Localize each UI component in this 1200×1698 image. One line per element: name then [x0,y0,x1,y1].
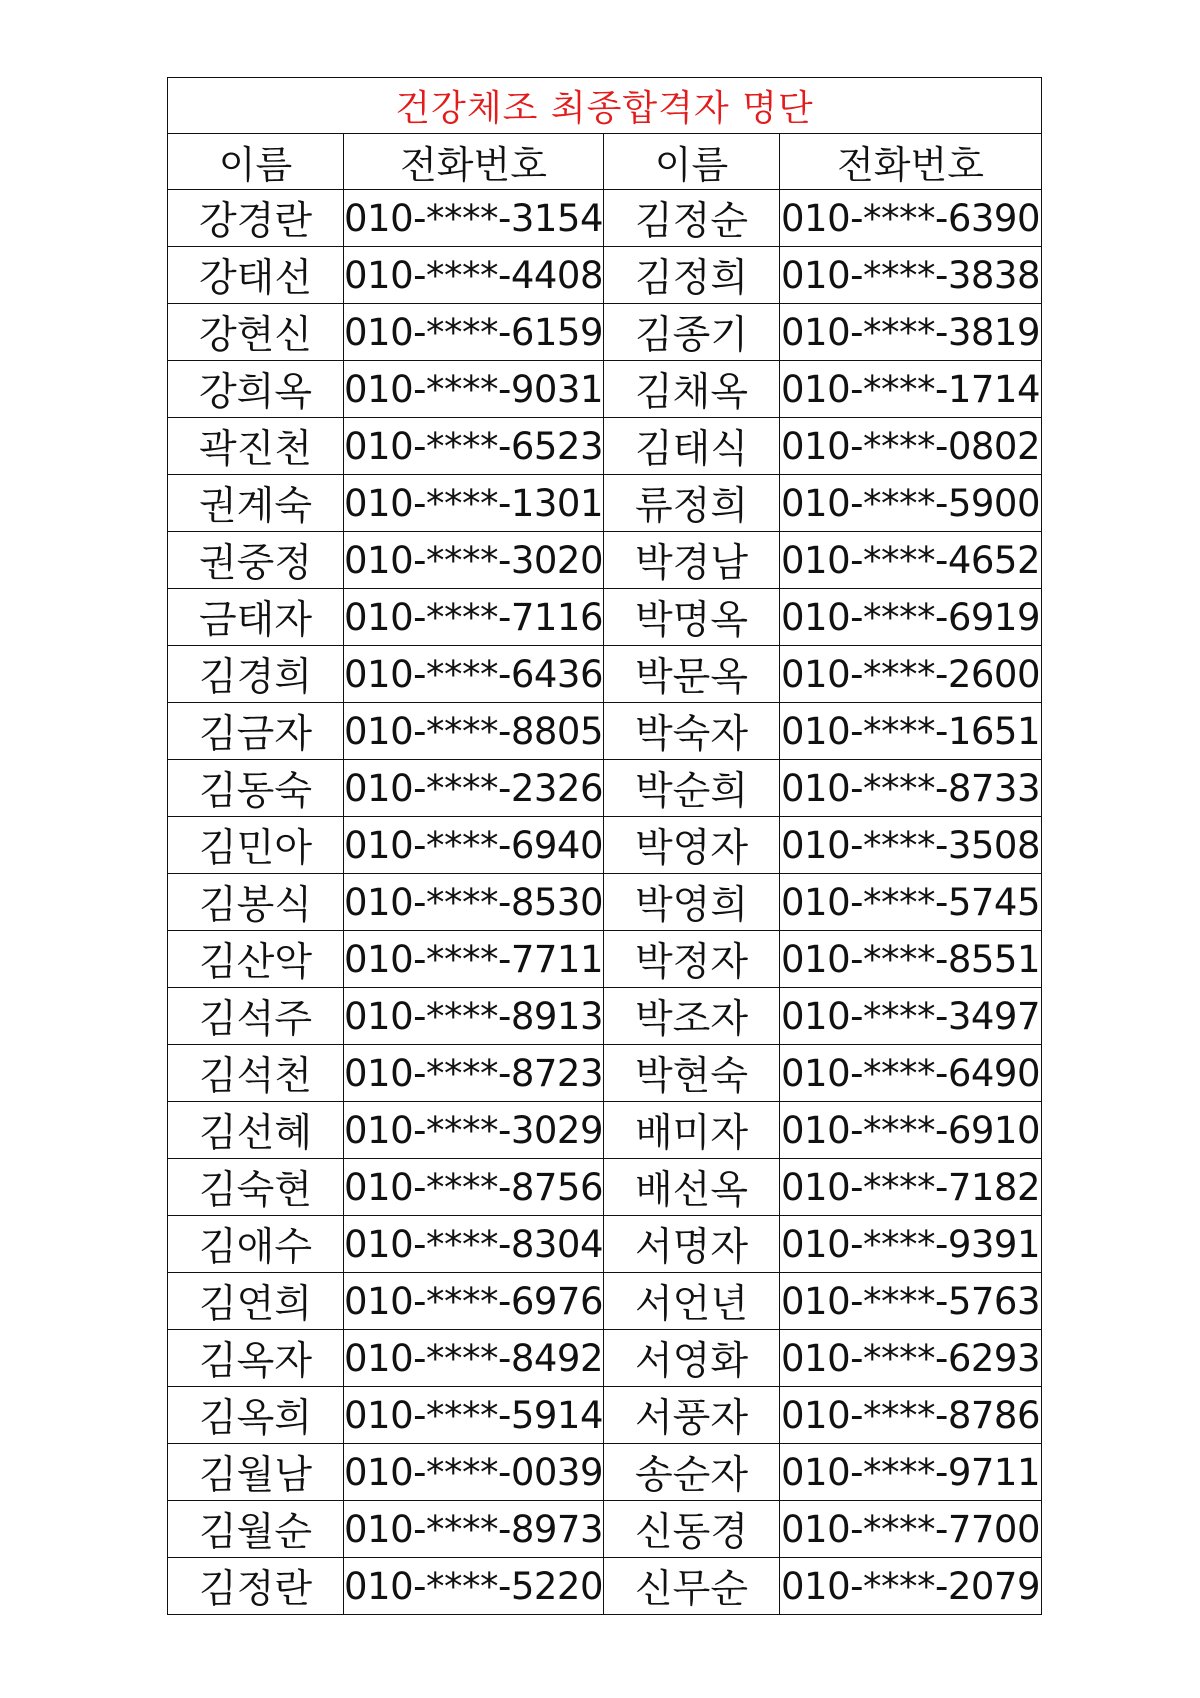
name-cell-right: 송순자 [604,1444,780,1501]
name-cell-right: 박영자 [604,817,780,874]
name-cell-left: 곽진천 [168,418,344,475]
phone-cell-right: 010-****-9711 [780,1444,1042,1501]
header-phone-1: 전화번호 [344,134,604,190]
name-cell-left: 김연희 [168,1273,344,1330]
name-cell-right: 서언년 [604,1273,780,1330]
table-row [168,1330,1042,1387]
phone-cell-right: 010-****-9391 [780,1216,1042,1273]
phone-cell-right: 010-****-7700 [780,1501,1042,1558]
header-name-1: 이름 [168,134,344,190]
name-cell-right: 배미자 [604,1102,780,1159]
table-body [168,78,1042,1615]
phone-cell-left: 010-****-8723 [344,1045,604,1102]
name-cell-right: 신무순 [604,1558,780,1615]
header-name-2: 이름 [604,134,780,190]
phone-cell-right: 010-****-1651 [780,703,1042,760]
phone-cell-left: 010-****-8530 [344,874,604,931]
name-cell-left: 김선혜 [168,1102,344,1159]
name-cell-right: 배선옥 [604,1159,780,1216]
phone-cell-left: 010-****-3154 [344,190,604,247]
name-cell-right: 신동경 [604,1501,780,1558]
phone-cell-right: 010-****-6490 [780,1045,1042,1102]
table-row [168,1273,1042,1330]
table-row [168,1216,1042,1273]
table-row [168,1159,1042,1216]
phone-cell-left: 010-****-8492 [344,1330,604,1387]
header-row [168,134,1042,190]
phone-cell-right: 010-****-8733 [780,760,1042,817]
phone-cell-right: 010-****-6293 [780,1330,1042,1387]
phone-cell-left: 010-****-3029 [344,1102,604,1159]
phone-cell-right: 010-****-2600 [780,646,1042,703]
phone-cell-left: 010-****-8805 [344,703,604,760]
name-cell-right: 박영희 [604,874,780,931]
phone-cell-right: 010-****-3819 [780,304,1042,361]
phone-cell-right: 010-****-5900 [780,475,1042,532]
phone-cell-left: 010-****-8973 [344,1501,604,1558]
name-cell-left: 김산악 [168,931,344,988]
phone-cell-left: 010-****-1301 [344,475,604,532]
phone-cell-left: 010-****-0039 [344,1444,604,1501]
table-row [168,418,1042,475]
phone-cell-right: 010-****-8551 [780,931,1042,988]
name-cell-left: 김경희 [168,646,344,703]
phone-cell-right: 010-****-3497 [780,988,1042,1045]
finalist-table [167,77,1042,1615]
phone-cell-left: 010-****-9031 [344,361,604,418]
phone-cell-left: 010-****-5220 [344,1558,604,1615]
table-row [168,1102,1042,1159]
name-cell-right: 서영화 [604,1330,780,1387]
name-cell-left: 김숙현 [168,1159,344,1216]
phone-cell-left: 010-****-4408 [344,247,604,304]
table-row [168,589,1042,646]
page-title: 건강체조 최종합격자 명단 [168,78,1042,134]
name-cell-left: 권중정 [168,532,344,589]
table-row [168,304,1042,361]
name-cell-left: 김석주 [168,988,344,1045]
phone-cell-right: 010-****-0802 [780,418,1042,475]
title-row [168,78,1042,134]
name-cell-right: 박순희 [604,760,780,817]
table-row [168,646,1042,703]
name-cell-left: 권계숙 [168,475,344,532]
phone-cell-right: 010-****-1714 [780,361,1042,418]
table-row [168,931,1042,988]
phone-cell-right: 010-****-8786 [780,1387,1042,1444]
table-row [168,475,1042,532]
name-cell-right: 서풍자 [604,1387,780,1444]
table-row [168,1045,1042,1102]
name-cell-left: 김봉식 [168,874,344,931]
name-cell-right: 류정희 [604,475,780,532]
name-cell-right: 박숙자 [604,703,780,760]
table-row [168,361,1042,418]
phone-cell-left: 010-****-5914 [344,1387,604,1444]
name-cell-right: 김정순 [604,190,780,247]
table-row [168,1558,1042,1615]
name-cell-right: 김태식 [604,418,780,475]
table-row [168,1444,1042,1501]
name-cell-left: 김민아 [168,817,344,874]
table-row [168,760,1042,817]
table-row [168,190,1042,247]
name-cell-left: 강태선 [168,247,344,304]
phone-cell-right: 010-****-6390 [780,190,1042,247]
name-cell-left: 김정란 [168,1558,344,1615]
name-cell-right: 박명옥 [604,589,780,646]
table-row [168,1387,1042,1444]
name-cell-right: 서명자 [604,1216,780,1273]
phone-cell-left: 010-****-6159 [344,304,604,361]
phone-cell-left: 010-****-7711 [344,931,604,988]
name-cell-right: 박현숙 [604,1045,780,1102]
name-cell-left: 김옥자 [168,1330,344,1387]
name-cell-right: 박정자 [604,931,780,988]
name-cell-right: 박경남 [604,532,780,589]
phone-cell-left: 010-****-6436 [344,646,604,703]
table-row [168,874,1042,931]
table-row [168,817,1042,874]
header-phone-2: 전화번호 [780,134,1042,190]
name-cell-left: 강희옥 [168,361,344,418]
phone-cell-right: 010-****-2079 [780,1558,1042,1615]
phone-cell-right: 010-****-7182 [780,1159,1042,1216]
phone-cell-right: 010-****-5745 [780,874,1042,931]
table-row [168,988,1042,1045]
phone-cell-left: 010-****-8913 [344,988,604,1045]
phone-cell-right: 010-****-5763 [780,1273,1042,1330]
phone-cell-right: 010-****-4652 [780,532,1042,589]
name-cell-left: 김금자 [168,703,344,760]
name-cell-left: 김동숙 [168,760,344,817]
phone-cell-right: 010-****-6910 [780,1102,1042,1159]
name-cell-left: 김월남 [168,1444,344,1501]
table-row [168,532,1042,589]
name-cell-left: 강경란 [168,190,344,247]
phone-cell-left: 010-****-6976 [344,1273,604,1330]
table-row [168,247,1042,304]
name-cell-left: 김옥희 [168,1387,344,1444]
name-cell-left: 강현신 [168,304,344,361]
name-cell-right: 박조자 [604,988,780,1045]
name-cell-left: 금태자 [168,589,344,646]
phone-cell-left: 010-****-3020 [344,532,604,589]
name-cell-right: 박문옥 [604,646,780,703]
phone-cell-right: 010-****-3838 [780,247,1042,304]
name-cell-right: 김채옥 [604,361,780,418]
phone-cell-right: 010-****-3508 [780,817,1042,874]
name-cell-right: 김정희 [604,247,780,304]
phone-cell-right: 010-****-6919 [780,589,1042,646]
table-row [168,703,1042,760]
phone-cell-left: 010-****-2326 [344,760,604,817]
phone-cell-left: 010-****-7116 [344,589,604,646]
phone-cell-left: 010-****-8304 [344,1216,604,1273]
name-cell-left: 김석천 [168,1045,344,1102]
phone-cell-left: 010-****-6523 [344,418,604,475]
name-cell-left: 김애수 [168,1216,344,1273]
phone-cell-left: 010-****-6940 [344,817,604,874]
name-cell-left: 김월순 [168,1501,344,1558]
table-row [168,1501,1042,1558]
phone-cell-left: 010-****-8756 [344,1159,604,1216]
name-cell-right: 김종기 [604,304,780,361]
